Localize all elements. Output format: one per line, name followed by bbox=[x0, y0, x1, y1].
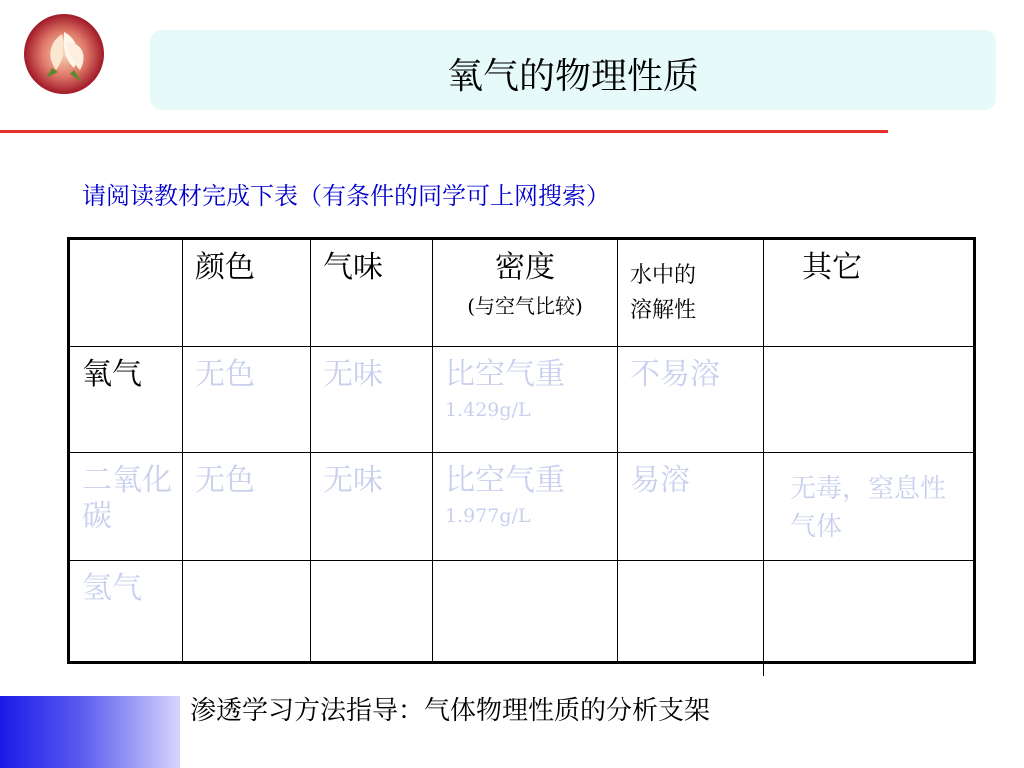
row-name-carbon-dioxide: 二氧化碳 bbox=[69, 453, 183, 561]
table-header-row bbox=[69, 239, 975, 347]
title-banner bbox=[150, 30, 996, 110]
cell-solubility bbox=[618, 561, 764, 663]
cell-density bbox=[433, 347, 618, 453]
cell-solubility: 不易溶 bbox=[618, 347, 764, 453]
cell-color: 无色 bbox=[183, 347, 311, 453]
cell-density-label: 比空气重 bbox=[445, 463, 565, 498]
header-density bbox=[433, 239, 618, 347]
title-divider bbox=[0, 130, 888, 133]
instruction-text bbox=[82, 176, 610, 211]
table-row bbox=[69, 347, 975, 453]
header-solubility-line2: 溶解性 bbox=[630, 298, 697, 324]
cell-density-label: 比空气重 bbox=[445, 357, 565, 392]
slide-title: 氧气的物理性质 bbox=[446, 56, 699, 97]
divider-line bbox=[763, 252, 764, 676]
header-solubility bbox=[618, 239, 764, 347]
cell-smell: 无味 bbox=[311, 347, 433, 453]
header-other: 其它 bbox=[764, 239, 975, 347]
table-row bbox=[69, 561, 975, 663]
magnolia-flower-icon bbox=[22, 12, 106, 96]
cell-color bbox=[183, 561, 311, 663]
cell-density bbox=[433, 453, 618, 561]
cell-color: 无色 bbox=[183, 453, 311, 561]
cell-other: 无毒，窒息性气体 bbox=[764, 453, 975, 561]
row-name-oxygen: 氧气 bbox=[69, 347, 183, 453]
cell-smell: 无味 bbox=[311, 453, 433, 561]
cell-solubility: 易溶 bbox=[618, 453, 764, 561]
cell-density bbox=[433, 561, 618, 663]
header-blank bbox=[69, 239, 183, 347]
gas-properties-table bbox=[67, 237, 976, 664]
cell-density-value: 1.429g/L bbox=[445, 399, 531, 421]
instruction-parenthetical: （有条件的同学可上网搜索） bbox=[298, 182, 610, 210]
footer-note: 渗透学习方法指导：气体物理性质的分析支架 bbox=[190, 696, 711, 726]
row-name-hydrogen: 氢气 bbox=[69, 561, 183, 663]
header-solubility-line1: 水中的 bbox=[630, 263, 697, 288]
footer-gradient-bar bbox=[0, 696, 180, 768]
cell-other bbox=[764, 347, 975, 453]
header-density-sub: (与空气比较) bbox=[467, 294, 583, 318]
header-color: 颜色 bbox=[183, 239, 311, 347]
cell-smell bbox=[311, 561, 433, 663]
cell-density-value: 1.977g/L bbox=[445, 505, 531, 527]
table-row bbox=[69, 453, 975, 561]
header-density-label: 密度 bbox=[495, 250, 555, 285]
header-smell: 气味 bbox=[311, 239, 433, 347]
instruction-main: 请阅读教材完成下表 bbox=[82, 182, 298, 210]
cell-other bbox=[764, 561, 975, 663]
